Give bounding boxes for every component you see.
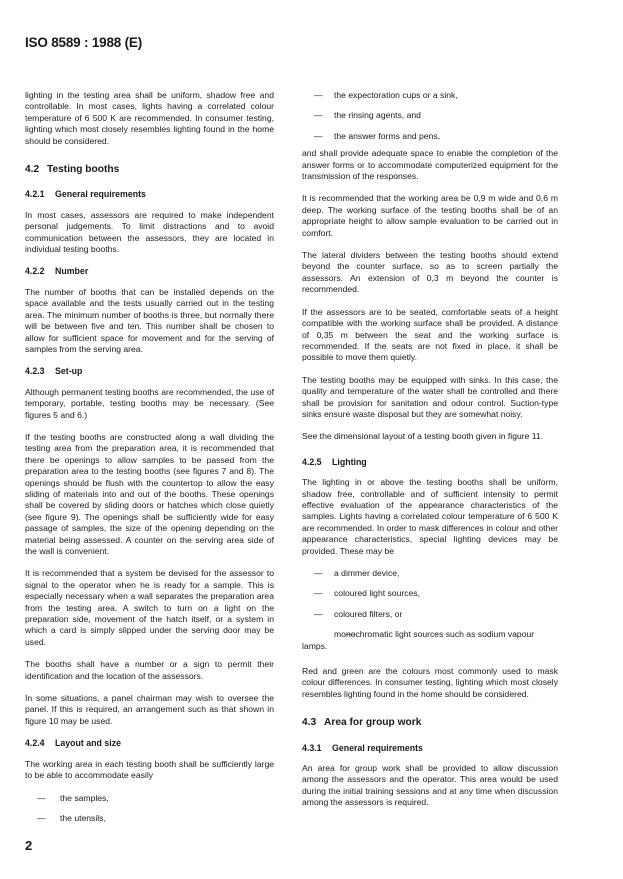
- paragraph: An area for group work shall be provided to allow discussion among the assessors and the operator. This area would be used during the initial training sessions and at any time when discussion among the assessors is required.: [302, 763, 558, 808]
- paragraph: In most cases, assessors are required to make independent personal judgements. To limit distractions and to avoid communication between the assessors, they are located in individual testing booths.: [25, 209, 274, 255]
- subsection-heading-4-2-2: [25, 266, 274, 277]
- subsection-title: General requirements: [55, 189, 146, 200]
- paragraph: If the testing booths are constructed along a wall dividing the testing area from the preparation area, it is recommended that there be openings to allow samples to be passed from the preparation area to the testing booths (see figures 7 and 8). The openings should be flush with the countertop to allow the easy sliding of materials into and out of the booths. These openings shall be covered by sliding doors or hatches which close quietly (see figure 9). The openings shall be sufficiently wide for easy passage of samples, the size of the opening depending on the material being assessed. A counter on the serving area side of the wall is convenient.: [25, 431, 274, 556]
- list-item: — coloured light sources,: [302, 588, 558, 599]
- section-number: 4.2: [25, 164, 40, 176]
- section-title: Area for group work: [324, 717, 422, 729]
- page-number: 2: [25, 838, 33, 853]
- paragraph: If the assessors are to be seated, comfortable seats of a height compatible with the working surface shall be provided. A distance of 0,35 m between the seat and the working surface is recommended. If the seats are not fixed in place, it shall be possible to move them quietly.: [302, 306, 558, 363]
- list-item: — coloured filters, or: [302, 609, 558, 620]
- subsection-number: 4.2.4: [25, 738, 45, 749]
- subsection-number: 4.2.3: [25, 366, 45, 377]
- right-column: [302, 90, 558, 820]
- subsection-title: Number: [55, 266, 89, 277]
- subsection-number: 4.3.1: [302, 742, 322, 753]
- list-item: — the utensils,: [25, 813, 274, 824]
- list-item: — monochromatic light sources such as sodium vapour lamps.: [302, 629, 558, 652]
- list-item: — the rinsing agents, and: [302, 110, 558, 121]
- subsection-number: 4.2.1: [25, 189, 45, 200]
- paragraph: It is recommended that a system be devised for the assessor to signal to the operator when he is ready for a sample. This is especially necessary when a wall separates the preparation area from the testing area. A switch to turn on a light on the preparation side, movement of the hatch itself, or a system in which a card is simply slipped under the serving door may be used.: [25, 568, 274, 647]
- paragraph: The lighting in or above the testing booths shall be uniform, shadow free, controllable and of sufficient intensity to permit effective evaluation of the appearance characteristics of the samples. Lights having a correlated colour temperature of 6 500 K are recommended. In order to mask differences in colour and other appearance characteristics, special lighting devices may be provided. These may be: [302, 477, 558, 556]
- left-column: [25, 90, 274, 833]
- subsection-heading-4-2-5: [302, 457, 558, 468]
- paragraph: The lateral dividers between the testing booths should extend beyond the counter surface, so as to screen partially the assessors. An extension of 0,3 m beyond the counter is recommended.: [302, 250, 558, 295]
- section-number: 4.3: [302, 717, 317, 729]
- subsection-number: 4.2.5: [302, 456, 322, 467]
- section-title: Testing booths: [47, 164, 120, 176]
- subsection-title: Lighting: [332, 456, 367, 467]
- paragraph: See the dimensional layout of a testing booth given in figure 11.: [302, 431, 544, 442]
- subsection-heading-4-2-4: [25, 738, 274, 749]
- intro-paragraph: lighting in the testing area shall be uniform, shadow free and controllable. In most cases, lights having a correlated colour temperature of 6 500 K are recommended. In consumer testing, lighting which most closely resembles lighting found in the home should be considered.: [25, 90, 274, 146]
- paragraph: It is recommended that the working area be 0,9 m wide and 0,6 m deep. The working surface of the testing booths shall be of an appropriate height to allow sample evaluation to be carried out in comfort.: [302, 193, 558, 238]
- paragraph: Red and green are the colours most commonly used to mask colour differences. In consumer testing, lighting which most closely resembles lighting found in the home should be considered.: [302, 666, 558, 699]
- paragraph: The testing booths may be equipped with sinks. In this case, the quality and temperature of the water shall be controlled and there shall be provision for sanitation and odour control. Suction-type sinks ensure waste disposal but they are somewhat noisy.: [302, 374, 558, 419]
- subsection-title: Layout and size: [55, 738, 121, 749]
- document-header: ISO 8589 : 1988 (E): [25, 35, 143, 50]
- subsection-heading-4-2-3: [25, 366, 274, 377]
- list-item: — the expectoration cups or a sink,: [302, 90, 558, 101]
- subsection-number: 4.2.2: [25, 266, 45, 277]
- paragraph: The number of booths that can be installed depends on the space available and the tests usually carried out in the testing area. The minimum number of booths is three, but normally there will be between five and ten. This number shall be chosen to allow for sufficient space for movement and for the serving of samples from the serving area.: [25, 286, 274, 354]
- dash-list-continued: [302, 90, 558, 142]
- list-item: — the answer forms and pens,: [302, 131, 558, 142]
- subsection-heading-4-3-1: [302, 743, 558, 754]
- paragraph: The booths shall have a number or a sign to permit their identification and the location of the assessors.: [25, 659, 274, 681]
- dash-list: [302, 568, 558, 652]
- paragraph: and shall provide adequate space to enable the completion of the answer forms or to accommodate computerized equipment for the transmission of the responses.: [302, 148, 558, 182]
- subsection-title: General requirements: [332, 742, 423, 753]
- paragraph: In some situations, a panel chairman may wish to oversee the panel. If this is required, an arrangement such as that shown in figure 10 may be used.: [25, 693, 274, 726]
- section-heading-4-2: [25, 164, 274, 175]
- list-item: — the samples,: [25, 793, 274, 804]
- subsection-title: Set-up: [55, 366, 83, 377]
- subsection-heading-4-2-1: [25, 189, 274, 200]
- paragraph: The working area in each testing booth shall be sufficiently large to be able to accommodate easily: [25, 758, 274, 781]
- dash-list: [25, 793, 274, 825]
- paragraph: Although permanent testing booths are recommended, the use of temporary, portable, testing booths may be necessary. (See figures 5 and 6.): [25, 386, 274, 420]
- list-item: — a dimmer device,: [302, 568, 558, 579]
- section-heading-4-3: [302, 717, 558, 728]
